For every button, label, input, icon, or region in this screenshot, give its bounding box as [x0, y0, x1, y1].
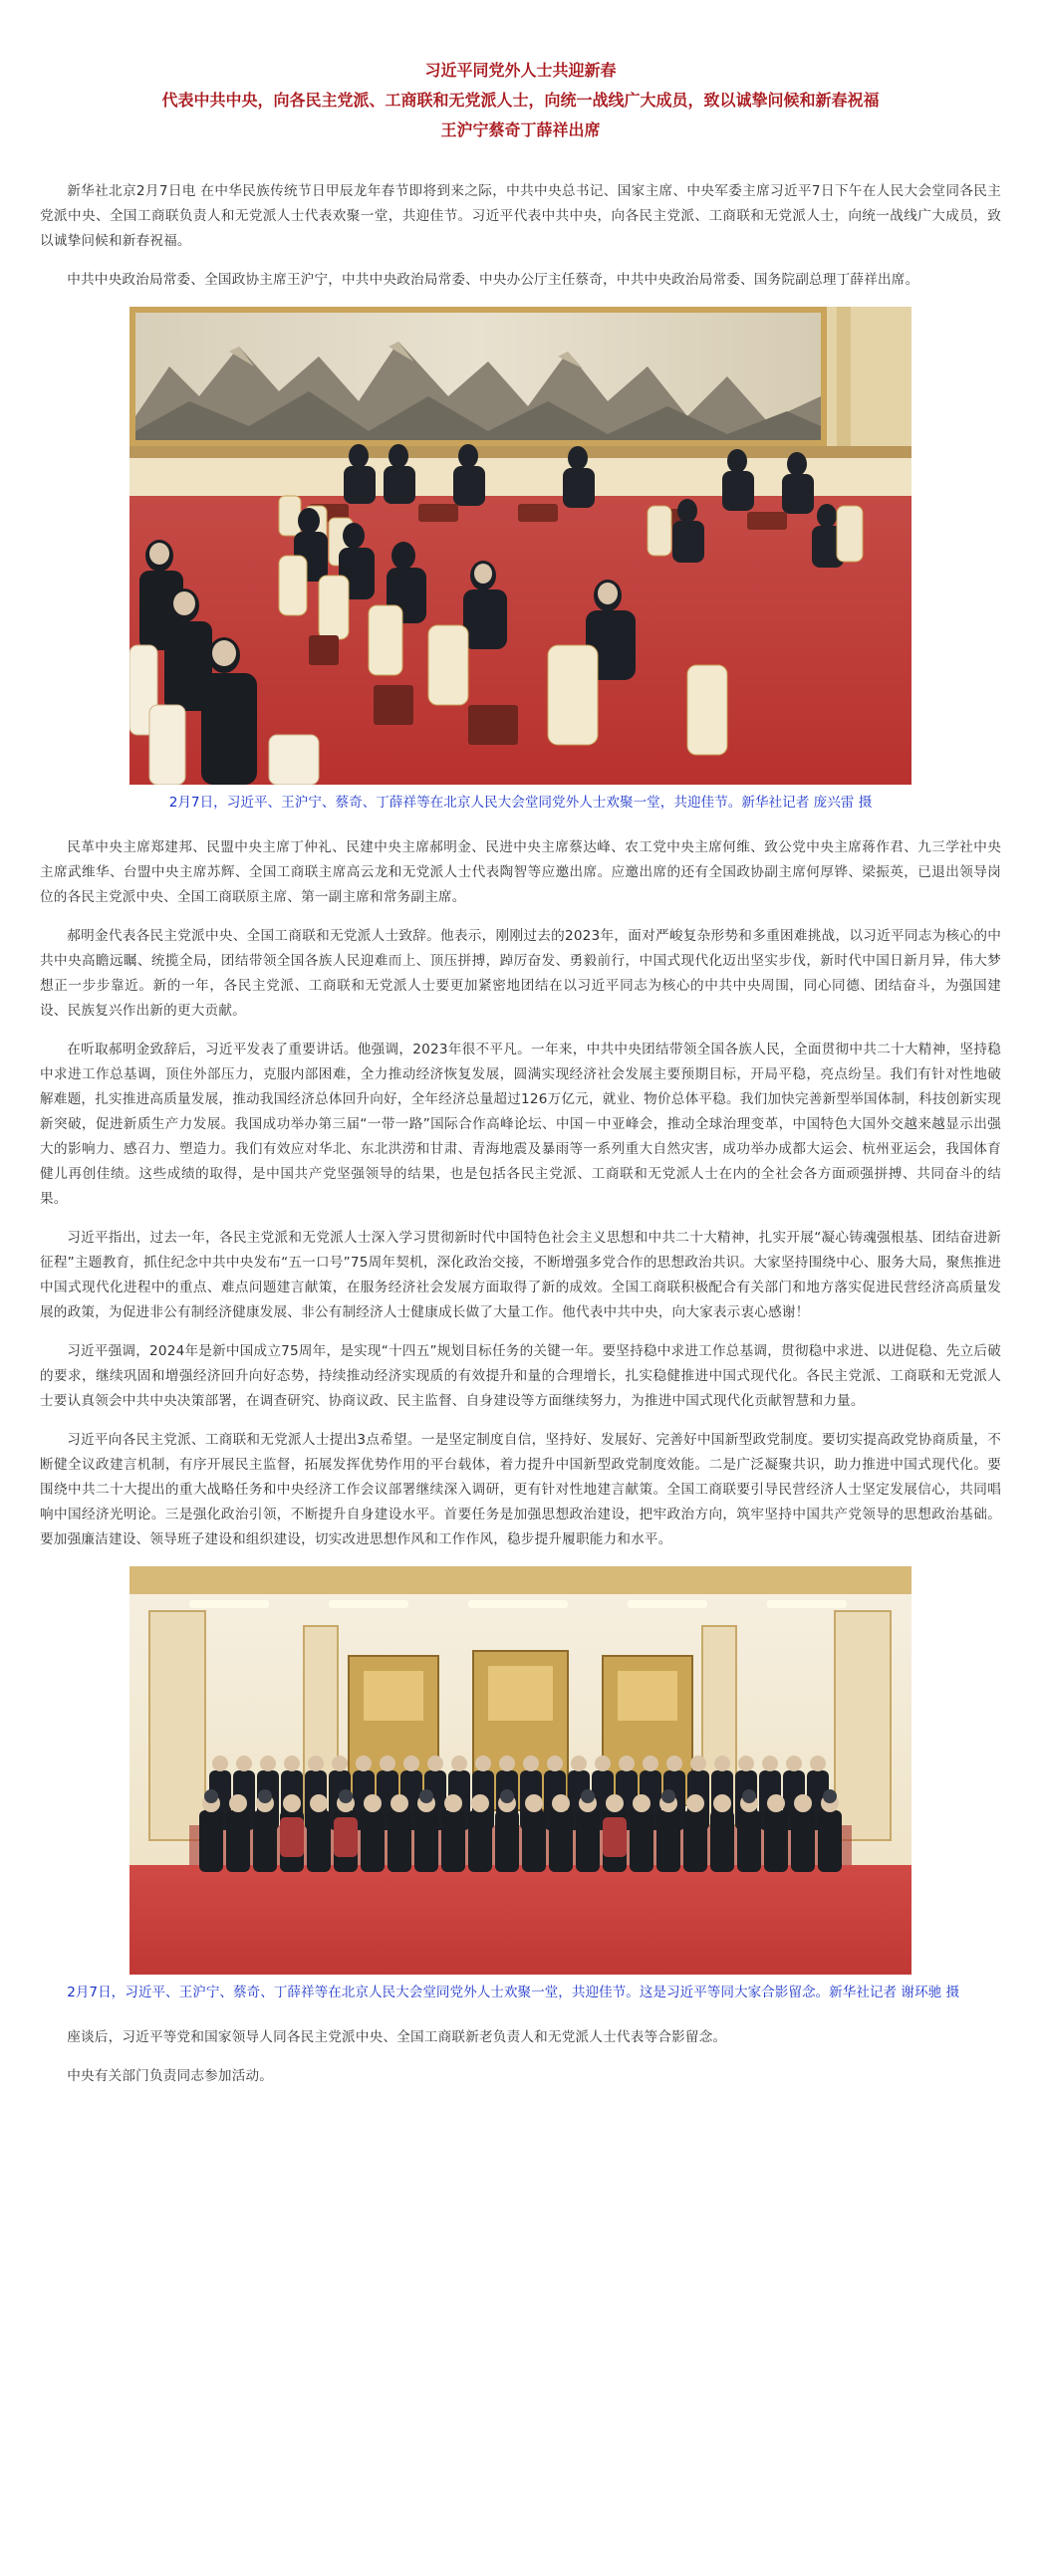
paragraph-8: 习近平向各民主党派、工商联和无党派人士提出3点希望。一是坚定制度自信，坚持好、发展好、完善好中国新型政党制度。要切实提高政党协商质量，不断健全议政建言机制，有序开展民主监督，拓展发挥优势作用的平台载体，着力提升中国新型政党制度效能。二是广泛凝聚共识，助力推进中国式现代化。要围绕中共二十大提出的重大战略任务和中央经济工作会议部署继续深入调研，更有针对性地建言献策。全国工商联要引导民营经济人士坚定发展信心，共同唱响中国经济光明论。三是强化政治引领，不断提升自身建设水平。首要任务是加强思想政治建设，把牢政治方向，筑牢坚持中国共产党领导的思想政治基础。要加强廉洁建设、领导班子建设和组织建设，切实改进思想作风和工作作风，稳步提升履职能力和水平。: [40, 1432, 1001, 1547]
photo-1-caption: 2月7日，习近平、王沪宁、蔡奇、丁薛祥等在北京人民大会堂同党外人士欢聚一堂，共迎佳节。新华社记者 庞兴雷 摄: [168, 795, 873, 811]
group-photo: [130, 1566, 911, 1975]
meeting-photo: [130, 307, 911, 785]
headline-main: 习近平同党外人士共迎新春: [424, 61, 617, 80]
headline-block: [40, 56, 1001, 145]
paragraph-10: 中央有关部门负责同志参加活动。: [67, 2068, 274, 2084]
meeting-scene-image: [130, 307, 911, 785]
article: [40, 0, 1001, 2103]
paragraph-1: 新华社北京2月7日电 在中华民族传统节日甲辰龙年春节即将到来之际，中共中央总书记、国家主席、中央军委主席习近平7日下午在人民大会堂同各民主党派中央、全国工商联负责人和无党派人士代表欢聚一堂，共迎佳节。习近平代表中共中央，向各民主党派、工商联和无党派人士，向统一战线广大成员，致以诚挚问候和新春祝福。: [40, 183, 1001, 249]
photo-2-container: [130, 1566, 911, 1975]
group-photo-image: [130, 1566, 911, 1975]
paragraph-3: 民革中央主席郑建邦、民盟中央主席丁仲礼、民建中央主席郝明金、民进中央主席蔡达峰、农工党中央主席何维、致公党中央主席蒋作君、九三学社中央主席武维华、台盟中央主席苏辉、全国工商联主席高云龙和无党派人士代表陶智等应邀出席。应邀出席的还有全国政协副主席何厚铧、梁振英，已退出领导岗位的各民主党派中央、全国工商联原主席、第一副主席和常务副主席。: [40, 839, 1001, 905]
photo-1-container: [130, 307, 911, 785]
headline-attendees: 王沪宁蔡奇丁薛祥出席: [440, 120, 601, 139]
paragraph-5: 在听取郝明金致辞后，习近平发表了重要讲话。他强调，2023年很不平凡。一年来，中共中央团结带领全国各族人民，全面贯彻中共二十大精神，坚持稳中求进工作总基调，顶住外部压力，克服内部困难，全力推动经济恢复发展，圆满实现经济社会发展主要预期目标，开局平稳，亮点纷呈。我们有针对性地破解难题，扎实推进高质量发展，推动我国经济总体回升向好，全年经济总量超过126万亿元，就业、物价总体平稳。我们加快完善新型举国体制，科技创新实现新突破，促进新质生产力发展。我国成功举办第三届“一带一路”国际合作高峰论坛、中国－中亚峰会，推动全球治理变革，中国特色大国外交越来越显示出强大的影响力、感召力、塑造力。我们有效应对华北、东北洪涝和甘肃、青海地震及暴雨等一系列重大自然灾害，成功举办成都大运会、杭州亚运会，我国体育健儿再创佳绩。这些成绩的取得，是中国共产党坚强领导的结果，也是包括各民主党派、工商联和无党派人士在内的全社会各方面顽强拼搏、共同奋斗的结果。: [40, 1042, 1001, 1207]
paragraph-9: 座谈后，习近平等党和国家领导人同各民主党派中央、全国工商联新老负责人和无党派人士代表等合影留念。: [67, 2029, 727, 2045]
paragraph-4: 郝明金代表各民主党派中央、全国工商联和无党派人士致辞。他表示，刚刚过去的2023年，面对严峻复杂形势和多重困难挑战，以习近平同志为核心的中共中央高瞻远瞩、统揽全局，团结带领全国各族人民迎难而上、顶压拼搏，踔厉奋发、勇毅前行，中国式现代化迈出坚实步伐，新时代中国日新月异，伟大梦想正一步步靠近。新的一年，各民主党派、工商联和无党派人士要更加紧密地团结在以习近平同志为核心的中共中央周围，同心同德、团结奋斗，为强国建设、民族复兴作出新的更大贡献。: [40, 928, 1001, 1019]
paragraph-2: 中共中央政治局常委、全国政协主席王沪宁，中共中央政治局常委、中央办公厅主任蔡奇，中共中央政治局常委、国务院副总理丁薛祥出席。: [67, 272, 919, 288]
paragraph-6: 习近平指出，过去一年，各民主党派和无党派人士深入学习贯彻新时代中国特色社会主义思想和中共二十大精神，扎实开展“凝心铸魂强根基、团结奋进新征程”主题教育，抓住纪念中共中央发布“五一口号”75周年契机，深化政治交接，不断增强多党合作的思想政治共识。大家坚持围绕中心、服务大局，聚焦推进中国式现代化进程中的重点、难点问题建言献策，在服务经济社会发展方面取得了新的成效。全国工商联积极配合有关部门和地方落实促进民营经济高质量发展的政策，为促进非公有制经济健康发展、非公有制经济人士健康成长做了大量工作。他代表中共中央，向大家表示衷心感谢！: [40, 1230, 1001, 1320]
photo-2-caption: 2月7日，习近平、王沪宁、蔡奇、丁薛祥等在北京人民大会堂同党外人士欢聚一堂，共迎佳节。这是习近平等同大家合影留念。新华社记者 谢环驰 摄: [67, 1985, 960, 2000]
paragraph-7: 习近平强调，2024年是新中国成立75周年，是实现“十四五”规划目标任务的关键一年。要坚持稳中求进工作总基调，贯彻稳中求进、以进促稳、先立后破的要求，继续巩固和增强经济回升向好态势，持续推动经济实现质的有效提升和量的合理增长，扎实稳健推进中国式现代化。各民主党派、工商联和无党派人士要认真领会中共中央决策部署，在调查研究、协商议政、民主监督、自身建设等方面继续努力，为推进中国式现代化贡献智慧和力量。: [40, 1343, 1001, 1409]
headline-subtitle: 代表中共中央，向各民主党派、工商联和无党派人士，向统一战线广大成员，致以诚挚问候和新春祝福: [161, 91, 880, 110]
